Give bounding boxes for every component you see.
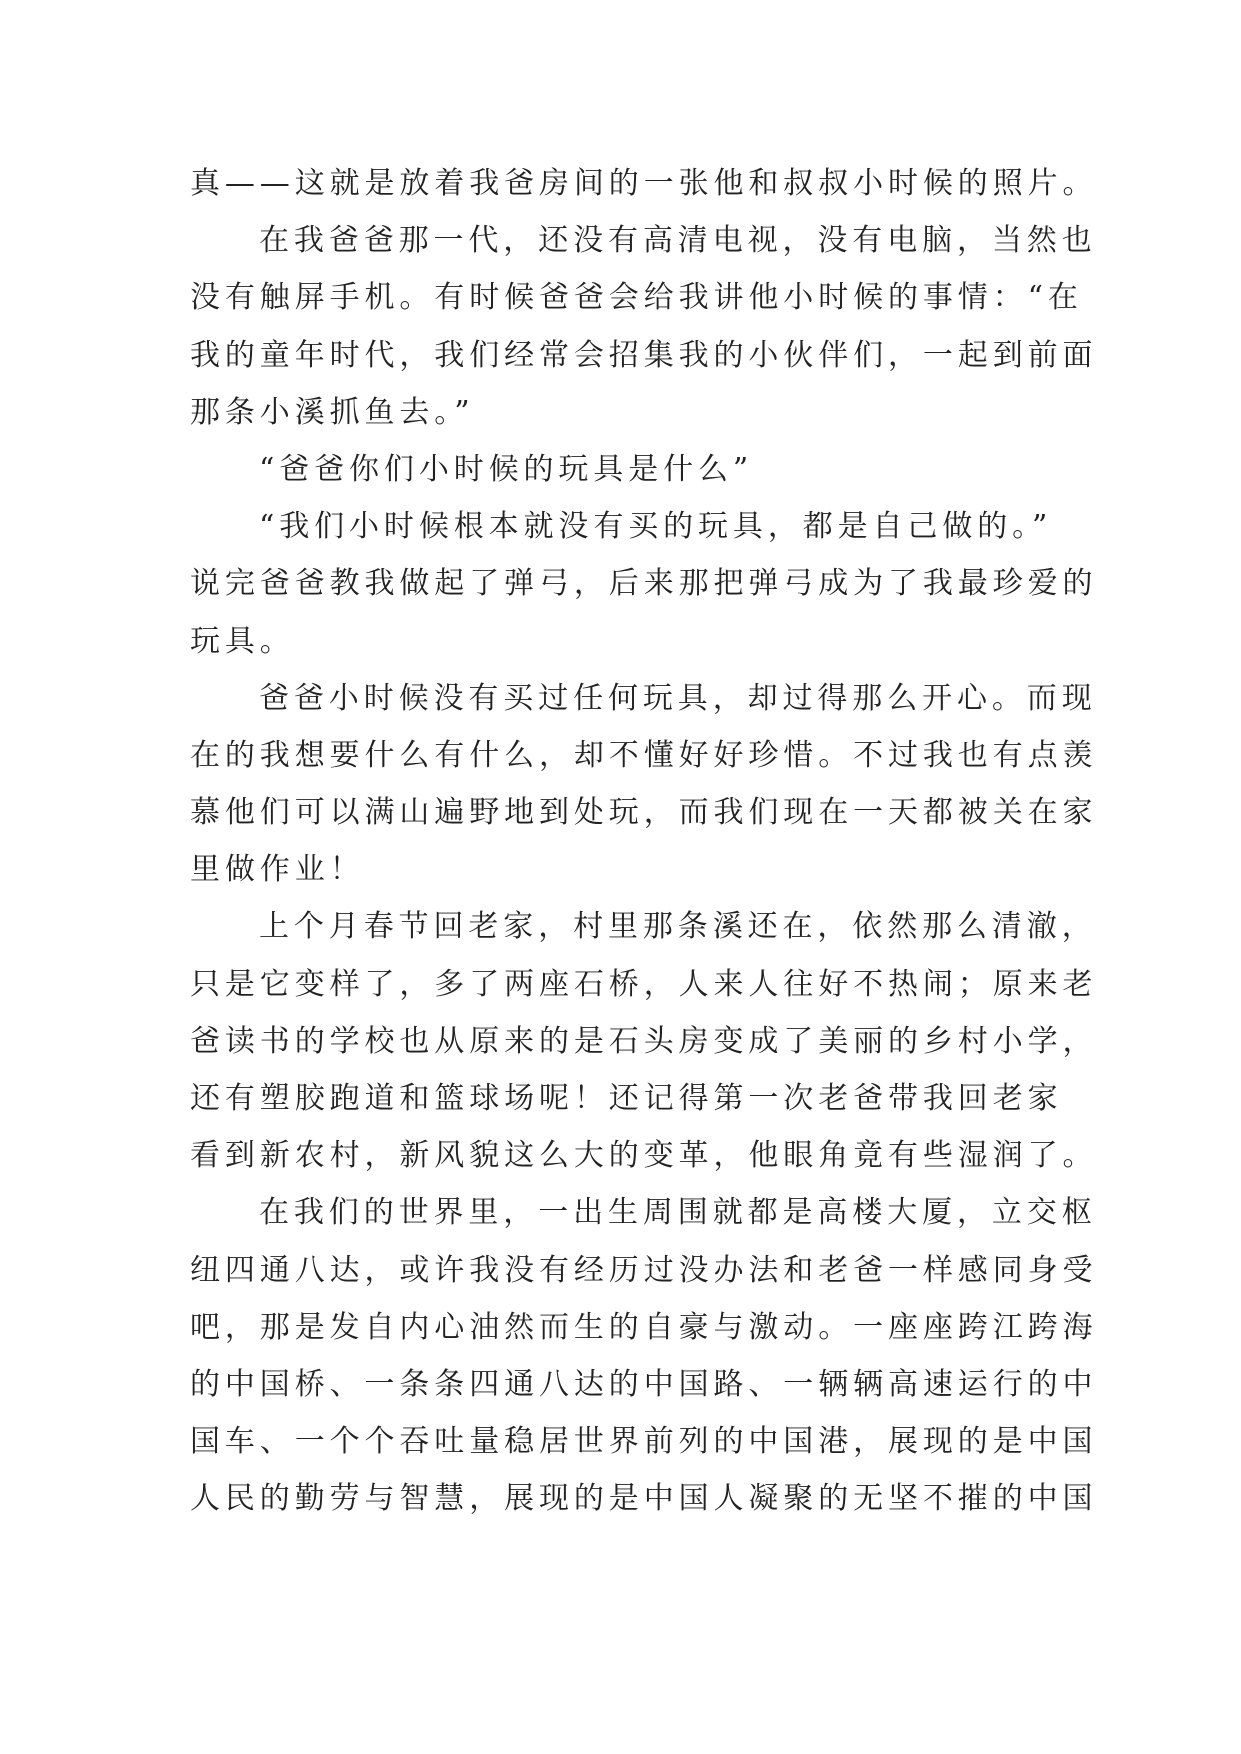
text-line: 那条小溪抓鱼去。” (190, 394, 475, 430)
text-line: 真——这就是放着我爸房间的一张他和叔叔小时候的照片。 (190, 166, 1098, 201)
text-line: 吧，那是发自内心油然而生的自豪与激动。一座座跨江跨海 (190, 1309, 1098, 1345)
text-line: 还有塑胶跑道和篮球场呢！还记得第一次老爸带我回老家 (190, 1081, 1063, 1116)
text-line: 只是它变样了，多了两座石桥，人来人往好不热闹；原来老 (190, 966, 1098, 1002)
text-line: 纽四通八达，或许我没有经历过没办法和老爸一样感同身受 (190, 1252, 1098, 1288)
text-line: 的中国桥、一条条四通八达的中国路、一辆辆高速运行的中 (190, 1366, 1098, 1402)
text-line: 玩具。 (190, 623, 295, 659)
text-line: “我们小时候根本就没有买的玩具，都是自己做的。” (259, 509, 1053, 545)
text-line: 看到新农村，新风貌这么大的变革，他眼角竟有些湿润了。 (190, 1138, 1098, 1174)
text-line: 我的童年时代，我们经常会招集我的小伙伴们，一起到前面 (190, 337, 1098, 373)
text-line: 在我爸爸那一代，还没有高清电视，没有电脑，当然也 (259, 223, 1097, 259)
essay-body (190, 155, 1098, 1528)
text-line: 在我们的世界里，一出生周围就都是高楼大厦，立交枢 (259, 1195, 1097, 1231)
text-line: 没有触屏手机。有时候爸爸会给我讲他小时候的事情：“在 (190, 280, 1083, 316)
text-line: 国车、一个个吞吐量稳居世界前列的中国港，展现的是中国 (190, 1424, 1098, 1460)
text-line: 慕他们可以满山遍野地到处玩，而我们现在一天都被关在家 (190, 795, 1098, 831)
text-line: 说完爸爸教我做起了弹弓，后来那把弹弓成为了我最珍爱的 (190, 566, 1098, 602)
text-line: 在的我想要什么有什么，却不懂好好珍惜。不过我也有点羡 (190, 737, 1098, 773)
text-line: 人民的勤劳与智慧，展现的是中国人凝聚的无坚不摧的中国 (190, 1481, 1098, 1517)
text-line: “爸爸你们小时候的玩具是什么” (259, 451, 754, 487)
text-line: 爸爸小时候没有买过任何玩具，却过得那么开心。而现 (259, 680, 1097, 716)
text-line: 爸读书的学校也从原来的是石头房变成了美丽的乡村小学， (190, 1023, 1098, 1059)
text-line: 上个月春节回老家，村里那条溪还在，依然那么清澈， (259, 909, 1097, 945)
text-line: 里做作业！ (190, 852, 365, 888)
